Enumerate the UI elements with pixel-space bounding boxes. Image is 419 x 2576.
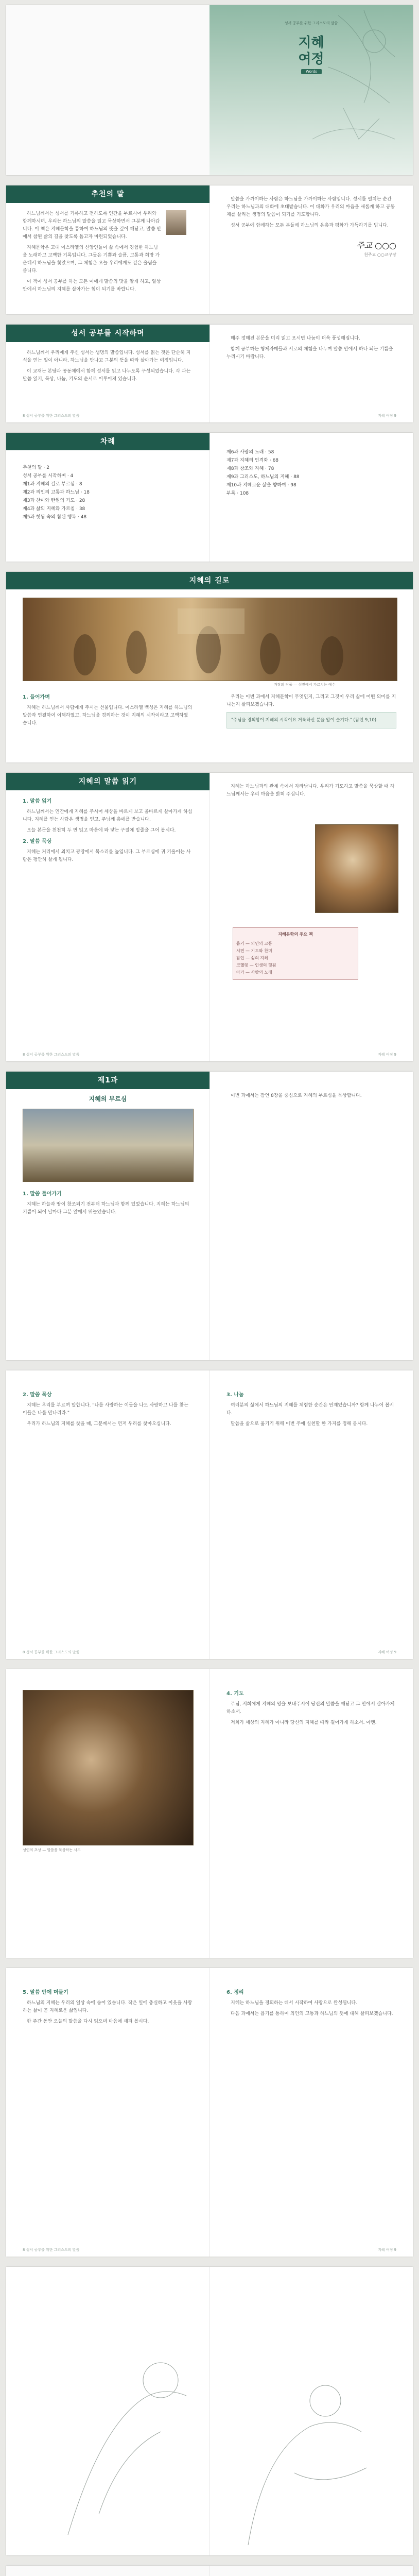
preface-band: 추천의 말 — [6, 185, 210, 203]
toc-item[interactable]: 제2과 의인의 고통과 하느님 · 18 — [23, 490, 90, 495]
chapter2-spread — [6, 773, 413, 1061]
table-title: 지혜문학의 주요 책 — [278, 932, 313, 937]
blank-spread — [6, 2566, 413, 2576]
toc-item[interactable]: 제5과 헛됨 속의 참된 행복 · 48 — [23, 515, 87, 520]
chapter4-paragraph: 우리가 하느님의 지혜를 찾을 때, 그분께서는 먼저 우리를 찾아오십니다. — [27, 1421, 171, 1427]
chapter2-band: 지혜의 말씀 읽기 — [6, 773, 210, 790]
section-heading: 1. 들어가며 — [23, 694, 50, 700]
toc-spread — [6, 433, 413, 562]
chapter3-painting — [23, 1109, 194, 1182]
cover-sketch — [210, 5, 413, 175]
chapter3-left-col — [23, 1190, 193, 1219]
cover-right — [210, 5, 413, 175]
intro-paragraph: 이 교재는 본당과 공동체에서 함께 성서를 읽고 나누도록 구성되었습니다. 각 과는 말씀 읽기, 묵상, 나눔, 기도의 순서로 이루어져 있습니다. — [23, 369, 191, 382]
intro-paragraph: 하느님께서 우리에게 주신 성서는 생명의 말씀입니다. 성서를 읽는 것은 단순히 지식을 얻는 일이 아니라, 하느님을 만나고 그분의 뜻을 따라 살아가는 여정입니다. — [23, 350, 191, 363]
chapter6-left-col — [23, 1989, 193, 2029]
chapter5-right-col — [226, 1690, 396, 1730]
toc-left-col — [23, 464, 193, 521]
preface-paragraph: 이 책이 성서 공부를 하는 모든 이에게 말씀의 맛을 알게 하고, 일상 안에서 하느님의 지혜를 살아가는 힘이 되기를 바랍니다. — [23, 279, 161, 292]
chapter3-right-col — [226, 1092, 396, 1103]
toc-item[interactable]: 제10과 지혜로운 삶을 향하여 · 98 — [226, 483, 296, 488]
bishop-photo — [166, 210, 186, 235]
chapter3-band: 제1과 — [6, 1072, 210, 1089]
toc-item[interactable]: 부록 · 108 — [226, 491, 249, 496]
section-heading: 2. 말씀 묵상 — [23, 839, 52, 844]
chapter1-paragraph: 우리는 이번 과에서 지혜문학이 무엇인지, 그리고 그것이 우리 삶에 어떤 의미를 지니는지 살펴보겠습니다. — [226, 694, 396, 707]
intro-right-col — [226, 335, 396, 364]
chapter6-paragraph: 한 주간 동안 오늘의 말씀을 다시 읽으며 마음에 새겨 봅시다. — [27, 2019, 149, 2024]
toc-item[interactable]: 제4과 삶의 지혜와 가르침 · 38 — [23, 506, 85, 512]
chapter2-painting — [315, 824, 398, 913]
preface-paragraph: 말씀을 가까이하는 사람은 하느님을 가까이하는 사람입니다. 성서를 펼치는 순간 우리는 하느님과의 대화에 초대받습니다. 이 대화가 우리의 마음을 새롭게 하고 공동체를 살리는 생명의 말씀이 되기를 기도합니다. — [226, 197, 395, 217]
signature: 주교 ○○○ — [356, 241, 396, 250]
chapter4-paragraph: 말씀을 삶으로 옮기기 위해 이번 주에 실천할 한 가지를 정해 봅시다. — [231, 1421, 368, 1427]
table-row: 코헬렛 — 인생의 헛됨 — [236, 963, 276, 968]
chapter1-paragraph: 지혜는 하느님께서 사람에게 주시는 선물입니다. 이스라엘 백성은 지혜를 하느님의 말씀과 연결하여 이해하였고, 하느님을 경외하는 것이 지혜의 시작이라고 고백하였습니다. — [23, 705, 193, 726]
chapter3-spread — [6, 1072, 413, 1360]
intro-paragraph: 함께 공부하는 형제자매들과 서로의 체험을 나누며 말씀 안에서 하나 되는 기쁨을 누리시기 바랍니다. — [226, 347, 393, 360]
chapter5-paragraph: 저희가 세상의 지혜가 아니라 당신의 지혜를 따라 걸어가게 하소서. 아멘. — [231, 1720, 377, 1725]
chapter2-right-col — [226, 783, 396, 802]
chapter2-paragraph: 지혜는 거리에서 외치고 광장에서 목소리를 높입니다. 그 부르심에 귀 기울이는 사람은 평안히 살게 됩니다. — [23, 850, 191, 862]
chapter1-caption: 거장의 작품 — 성전에서 가르치는 예수 — [274, 683, 336, 687]
toc-band: 차례 — [6, 433, 210, 450]
toc-item[interactable]: 추천의 말 · 2 — [23, 465, 49, 470]
chapter3-paragraph: 지혜는 하늘과 땅이 창조되기 전부터 하느님과 함께 있었습니다. 지혜는 하느님의 기쁨이 되어 날마다 그분 앞에서 뛰놀았습니다. — [23, 1202, 189, 1215]
chapter6-spread — [6, 1968, 413, 2257]
page-footer-left: 8 성서 공부를 위한 그리스도의 말씀 — [23, 2248, 80, 2252]
chapter5-painting — [23, 1690, 194, 1845]
toc-right-col — [226, 448, 396, 498]
page-footer-right: 지혜 여정 9 — [378, 414, 396, 418]
preface-right-col — [226, 196, 396, 259]
preface-paragraph: 하느님께서는 성서를 기록하고 전하도록 인간을 부르시어 우리와 함께하시며, 우리는 하느님의 말씀을 읽고 묵상하면서 그분께 나아갑니다. 이 책은 지혜문학을 통하여 하느님의 뜻을 깊이 깨닫고, 말씀 안에서 참된 삶의 길을 찾도록 돕고자 마련되었습니다. — [23, 211, 162, 240]
chapter2-paragraph: 지혜는 하느님과의 관계 속에서 자라납니다. 우리가 기도하고 말씀을 묵상할 때 하느님께서는 우리 마음을 밝혀 주십니다. — [226, 784, 395, 797]
table-row: 시편 — 기도와 찬미 — [236, 948, 272, 953]
chapter5-caption: 성인의 초상 — 말씀을 묵상하는 사도 — [23, 1848, 81, 1852]
intro-paragraph: 매주 정해진 본문을 미리 읽고 오시면 나눔이 더욱 풍성해집니다. — [231, 336, 360, 341]
table-row: 욥기 — 의인의 고통 — [236, 941, 272, 946]
chapter4-paragraph: 여러분의 삶에서 하느님의 지혜를 체험한 순간은 언제였습니까? 함께 나누어 봅시다. — [226, 1403, 394, 1416]
page-footer-right: 지혜 여정 9 — [378, 1650, 396, 1654]
section-heading: 2. 말씀 묵상 — [23, 1392, 52, 1398]
chapter2-table — [233, 927, 358, 980]
chapter4-right-col — [226, 1391, 396, 1431]
cover-spread — [6, 5, 413, 175]
table-row: 아가 — 사랑의 노래 — [236, 970, 272, 975]
chapter6-paragraph: 하느님의 지혜는 우리의 일상 속에 숨어 있습니다. 작은 일에 충실하고 이웃을 사랑하는 삶이 곧 지혜로운 삶입니다. — [23, 2001, 193, 2013]
toc-item[interactable]: 성서 공부를 시작하며 · 4 — [23, 473, 74, 479]
section-heading: 1. 말씀 들어가기 — [23, 1191, 62, 1197]
table-row: 잠언 — 삶의 지혜 — [236, 956, 268, 960]
closing-spread — [6, 2267, 413, 2555]
page-footer-left: 8 성서 공부를 위한 그리스도의 말씀 — [23, 1650, 80, 1654]
toc-item[interactable]: 제3과 찬미와 탄원의 기도 · 28 — [23, 498, 85, 503]
chapter3-subtitle: 지혜의 부르심 — [89, 1095, 127, 1103]
chapter1-band: 지혜의 길로 — [6, 572, 413, 589]
chapter6-paragraph: 다음 과에서는 욥기를 통하여 의인의 고통과 하느님의 뜻에 대해 살펴보겠습니다. — [231, 2011, 393, 2016]
chapter3-paragraph: 이번 과에서는 잠언 8장을 중심으로 지혜의 부르심을 묵상합니다. — [231, 1093, 362, 1098]
toc-item[interactable]: 제7과 지혜의 인격화 · 68 — [226, 458, 279, 463]
intro-left-col — [23, 349, 193, 386]
chapter2-left-col — [23, 798, 193, 867]
chapter5-spread — [6, 1669, 413, 1958]
preface-left-col — [23, 210, 162, 297]
section-heading: 1. 말씀 읽기 — [23, 799, 52, 804]
cover-left-blank — [6, 5, 210, 175]
chapter6-paragraph: 지혜는 하느님을 경외하는 데서 시작하여 사랑으로 완성됩니다. — [231, 2001, 358, 2006]
section-heading: 5. 말씀 안에 머물기 — [23, 1990, 68, 1995]
chapter5-paragraph: 주님, 저희에게 지혜의 영을 보내주시어 당신의 말씀을 깨닫고 그 안에서 살아가게 하소서. — [226, 1702, 395, 1715]
chapter4-spread — [6, 1370, 413, 1659]
chapter1-right-col — [226, 693, 396, 732]
chapter1-painting — [23, 598, 397, 681]
cover-badge: Words — [301, 69, 322, 74]
toc-item[interactable]: 제6과 사랑의 노래 · 58 — [226, 450, 274, 455]
chapter2-paragraph: 오늘 본문을 천천히 두 번 읽고 마음에 와 닿는 구절에 밑줄을 그어 봅시다. — [27, 828, 176, 833]
chapter1-left-col — [23, 693, 193, 731]
signoff: 천주교 ○○교구장 — [364, 252, 396, 257]
toc-item[interactable]: 제1과 지혜의 길로 부르심 · 8 — [23, 482, 82, 487]
preface-paragraph: 성서 공부에 함께하는 모든 분들께 하느님의 은총과 평화가 가득하기를 빕니다. — [231, 223, 389, 228]
page-footer-right: 지혜 여정 9 — [378, 1053, 396, 1057]
page-footer-left: 8 성서 공부를 위한 그리스도의 말씀 — [23, 414, 80, 418]
chapter1-spread — [6, 572, 413, 762]
line-sketch — [6, 2267, 413, 2555]
intro-band: 성서 공부를 시작하며 — [6, 325, 210, 342]
intro-spread — [6, 325, 413, 422]
section-heading: 6. 정리 — [226, 1990, 244, 1995]
cover-title-line2: 여정 — [298, 52, 324, 67]
preface-spread — [6, 185, 413, 314]
cover-top-text: 성서 공부를 위한 그리스도의 말씀 — [284, 21, 338, 25]
section-heading: 3. 나눔 — [226, 1392, 244, 1398]
toc-item[interactable]: 제9과 그리스도, 하느님의 지혜 · 88 — [226, 474, 300, 480]
chapter6-right-col — [226, 1989, 396, 2021]
toc-item[interactable]: 제8과 창조와 지혜 · 78 — [226, 466, 274, 471]
preface-paragraph: 지혜문학은 고대 이스라엘의 신앙인들이 삶 속에서 경험한 하느님을 노래하고 고백한 기록입니다. 그들은 기쁨과 슬픔, 고통과 희망 가운데서 하느님을 찾았으며, 그 체험은 오늘 우리에게도 깊은 울림을 줍니다. — [23, 245, 160, 274]
page-footer-left: 8 성서 공부를 위한 그리스도의 말씀 — [23, 1053, 80, 1057]
chapter2-paragraph: 하느님께서는 인간에게 지혜를 주시어 세상을 바르게 보고 올바르게 살아가게 하십니다. 지혜를 얻는 사람은 생명을 얻고, 주님께 총애를 받습니다. — [23, 809, 193, 822]
chapter4-paragraph: 지혜는 우리를 부르며 말합니다. "나를 사랑하는 이들을 나도 사랑하고 나를 찾는 이들은 나를 만나리라." — [23, 1403, 188, 1416]
page-footer-right: 지혜 여정 9 — [378, 2248, 396, 2252]
chapter4-left-col — [23, 1391, 193, 1431]
section-heading: 4. 기도 — [226, 1691, 244, 1697]
scripture-box: "주님을 경외함이 지혜의 시작이요 거룩하신 분을 앎이 슬기다." (잠언 9,10) — [226, 712, 396, 728]
cover-title-line1: 지혜 — [298, 35, 324, 50]
